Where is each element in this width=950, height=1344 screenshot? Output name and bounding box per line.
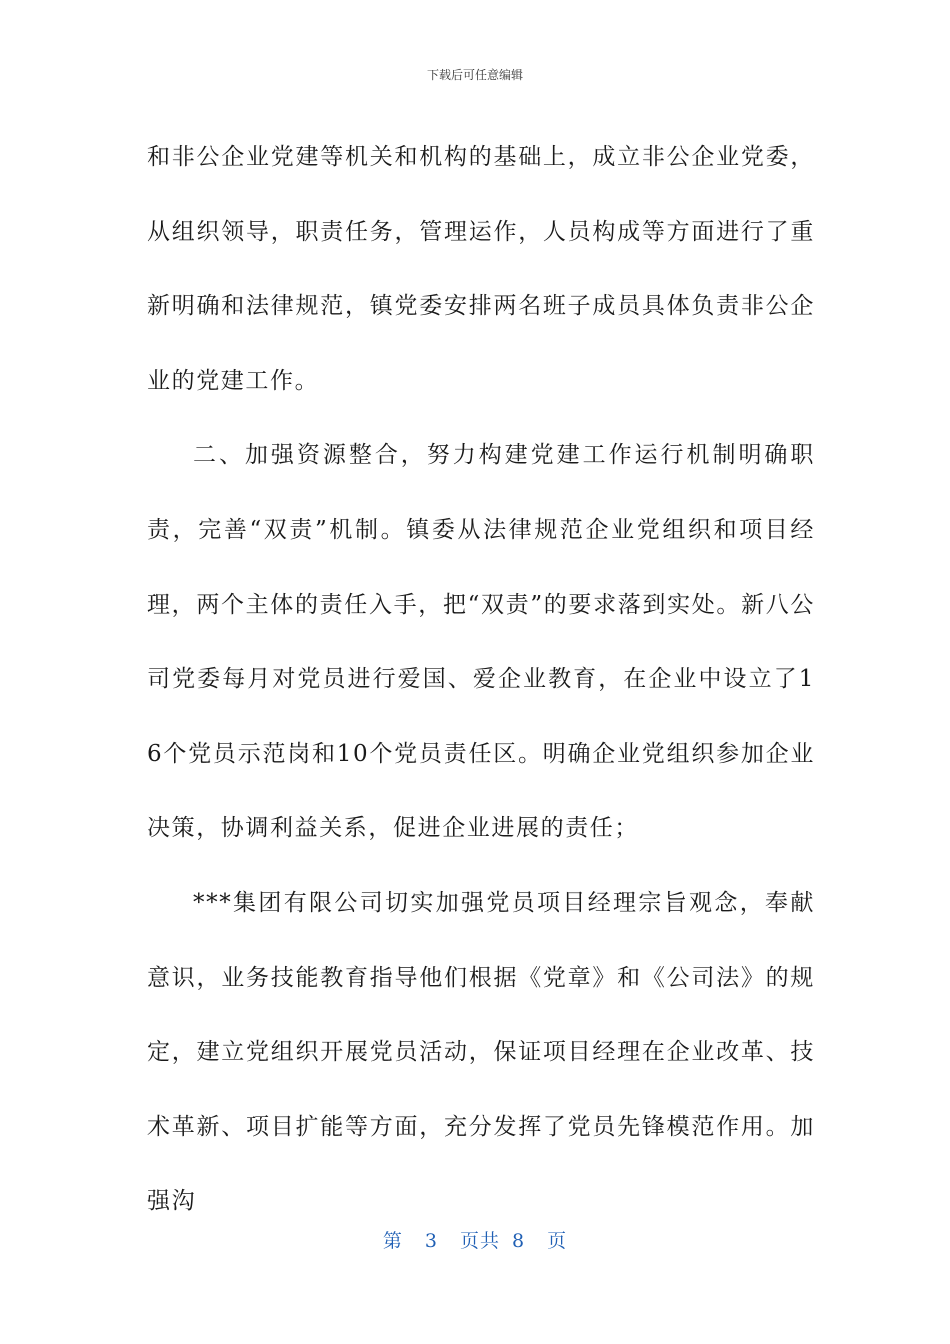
- footer-prefix: 第: [382, 1230, 403, 1252]
- paragraph-1: 和非公企业党建等机关和机构的基础上，成立非公企业党委，从组织领导，职责任务，管理运作，人员构成等方面进行了重新明确和法律规范，镇党委安排两名班子成员具体负责非公企业的党建工作。: [147, 144, 815, 394]
- page-footer: [0, 1226, 950, 1253]
- footer-total-pages: 8: [512, 1230, 526, 1252]
- paragraph-3: ***集团有限公司切实加强党员项目经理宗旨观念，奉献意识，业务技能教育指导他们根据《党章》和《公司法》的规定，建立党组织开展党员活动，保证项目经理在企业改革、技术革新、项目扩能等方面，充分发挥了党员先锋模范作用。加强沟: [147, 889, 815, 1215]
- page-header-note: 下载后可任意编辑: [426, 68, 523, 82]
- footer-suffix: 页: [547, 1230, 568, 1252]
- footer-current-page: 3: [424, 1230, 438, 1252]
- paragraph-2: 二、加强资源整合，努力构建党建工作运行机制明确职责，完善“双责”机制。镇委从法律规范企业党组织和项目经理，两个主体的责任入手，把“双责”的要求落到实处。新八公司党委每月对党员进行爱国、爱企业教育，在企业中设立了16个党员示范岗和10个党员责任区。明确企业党组织参加企业决策，协调利益关系，促进企业进展的责任；: [147, 442, 815, 842]
- document-body: [147, 120, 815, 1239]
- footer-middle: 页共: [459, 1230, 500, 1252]
